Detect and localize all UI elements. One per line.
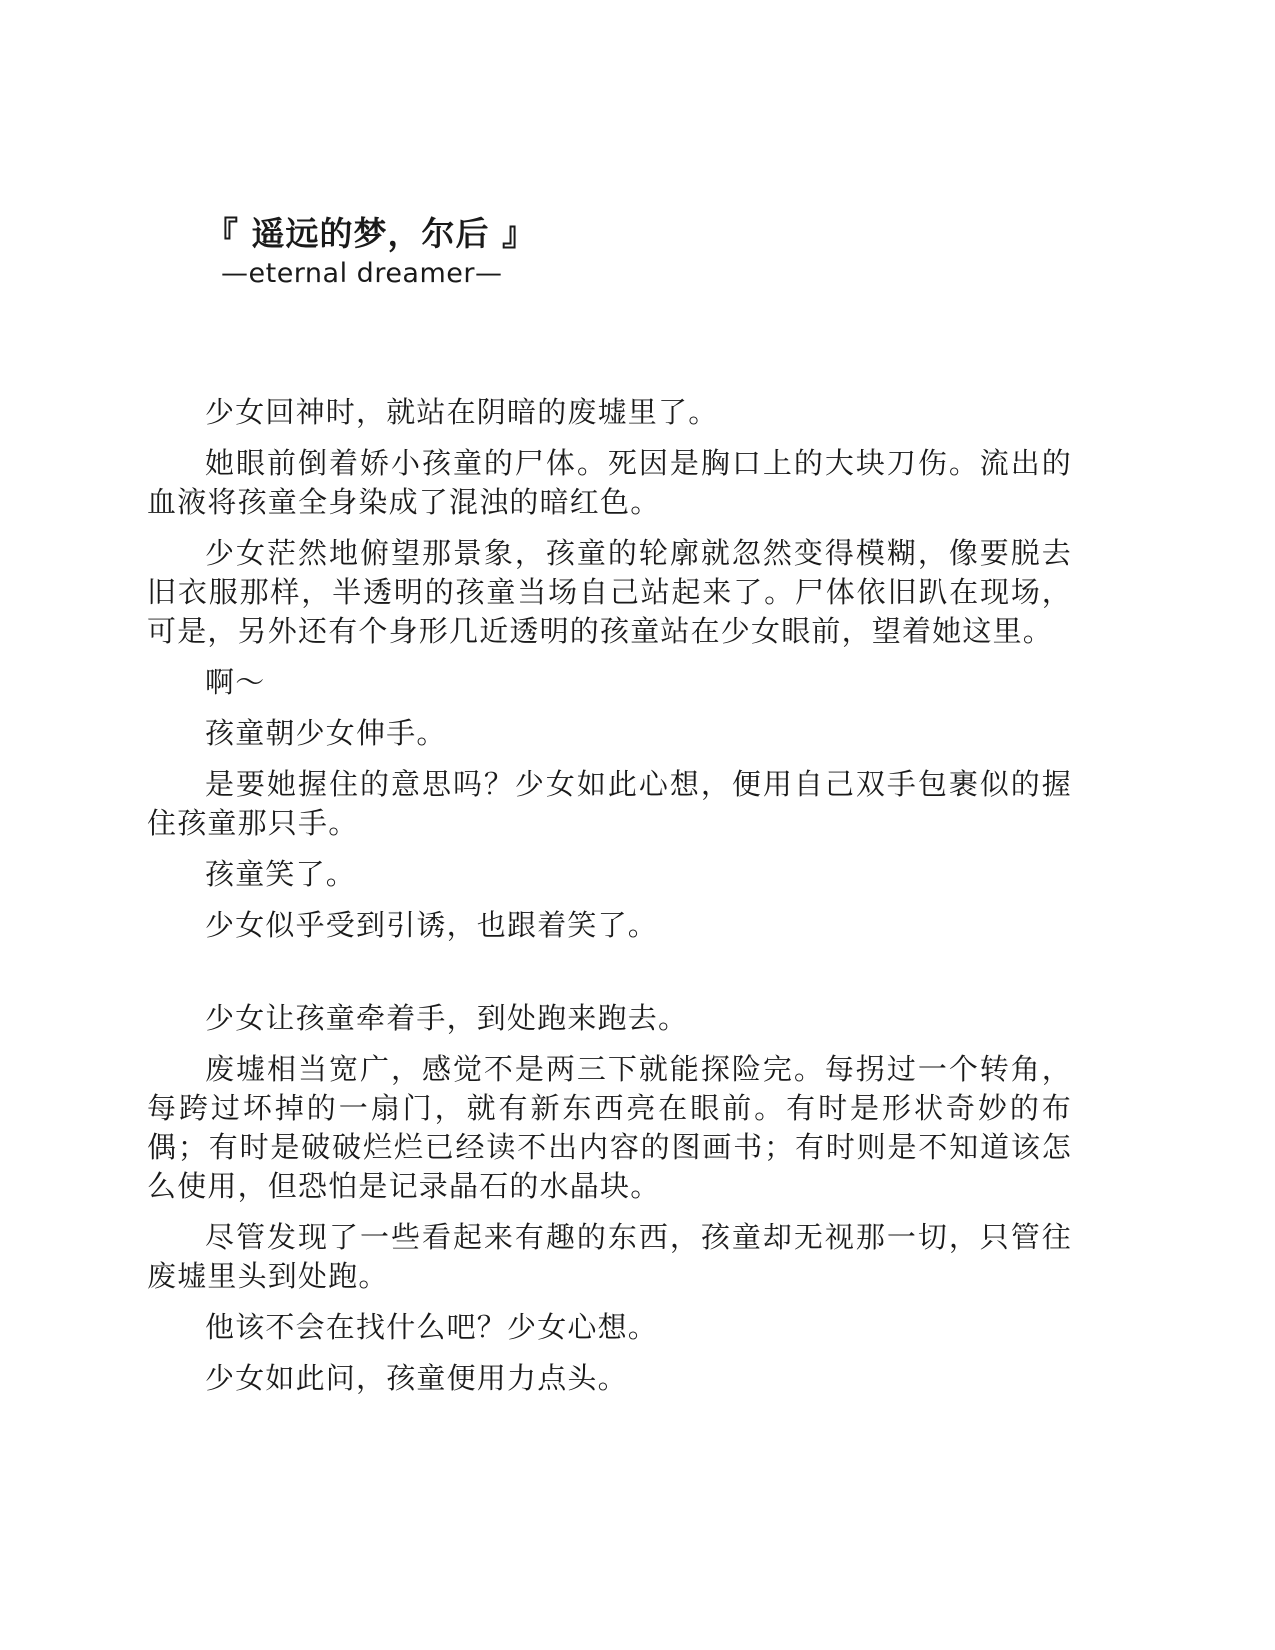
paragraph: 孩童朝少女伸手。 (205, 716, 447, 750)
body-text (147, 393, 1072, 1410)
chapter-header (205, 212, 805, 292)
paragraph: 少女茫然地俯望那景象，孩童的轮廓就忽然变得模糊，像要脱去旧衣服那样，半透明的孩童当场自己站起来了。尸体依旧趴在现场，可是，另外还有个身形几近透明的孩童站在少女眼前，望着她这里。 (147, 536, 1072, 648)
chapter-title: 『 遥远的梦，尔后 』 (205, 214, 536, 253)
paragraph: 少女似乎受到引诱，也跟着笑了。 (205, 908, 659, 942)
chapter-subtitle: —eternal dreamer— (221, 258, 503, 289)
paragraph: 他该不会在找什么吧？少女心想。 (205, 1310, 659, 1344)
scene-break (147, 957, 1072, 999)
paragraph: 啊～ (205, 665, 266, 699)
paragraph: 尽管发现了一些看起来有趣的东西，孩童却无视那一切，只管往废墟里头到处跑。 (147, 1220, 1072, 1293)
paragraph: 废墟相当宽广，感觉不是两三下就能探险完。每拐过一个转角，每跨过坏掉的一扇门，就有新东西亮在眼前。有时是形状奇妙的布偶；有时是破破烂烂已经读不出内容的图画书；有时则是不知道该怎么使用，但恐怕是记录晶石的水晶块。 (147, 1052, 1072, 1203)
paragraph: 少女让孩童牵着手，到处跑来跑去。 (205, 1001, 689, 1035)
paragraph: 她眼前倒着娇小孩童的尸体。死因是胸口上的大块刀伤。流出的血液将孩童全身染成了混浊的暗红色。 (147, 446, 1072, 519)
paragraph: 是要她握住的意思吗？少女如此心想，便用自己双手包裹似的握住孩童那只手。 (147, 767, 1072, 840)
paragraph: 孩童笑了。 (205, 857, 357, 891)
paragraph: 少女如此问，孩童便用力点头。 (205, 1361, 628, 1395)
paragraph: 少女回神时，就站在阴暗的废墟里了。 (205, 395, 719, 429)
